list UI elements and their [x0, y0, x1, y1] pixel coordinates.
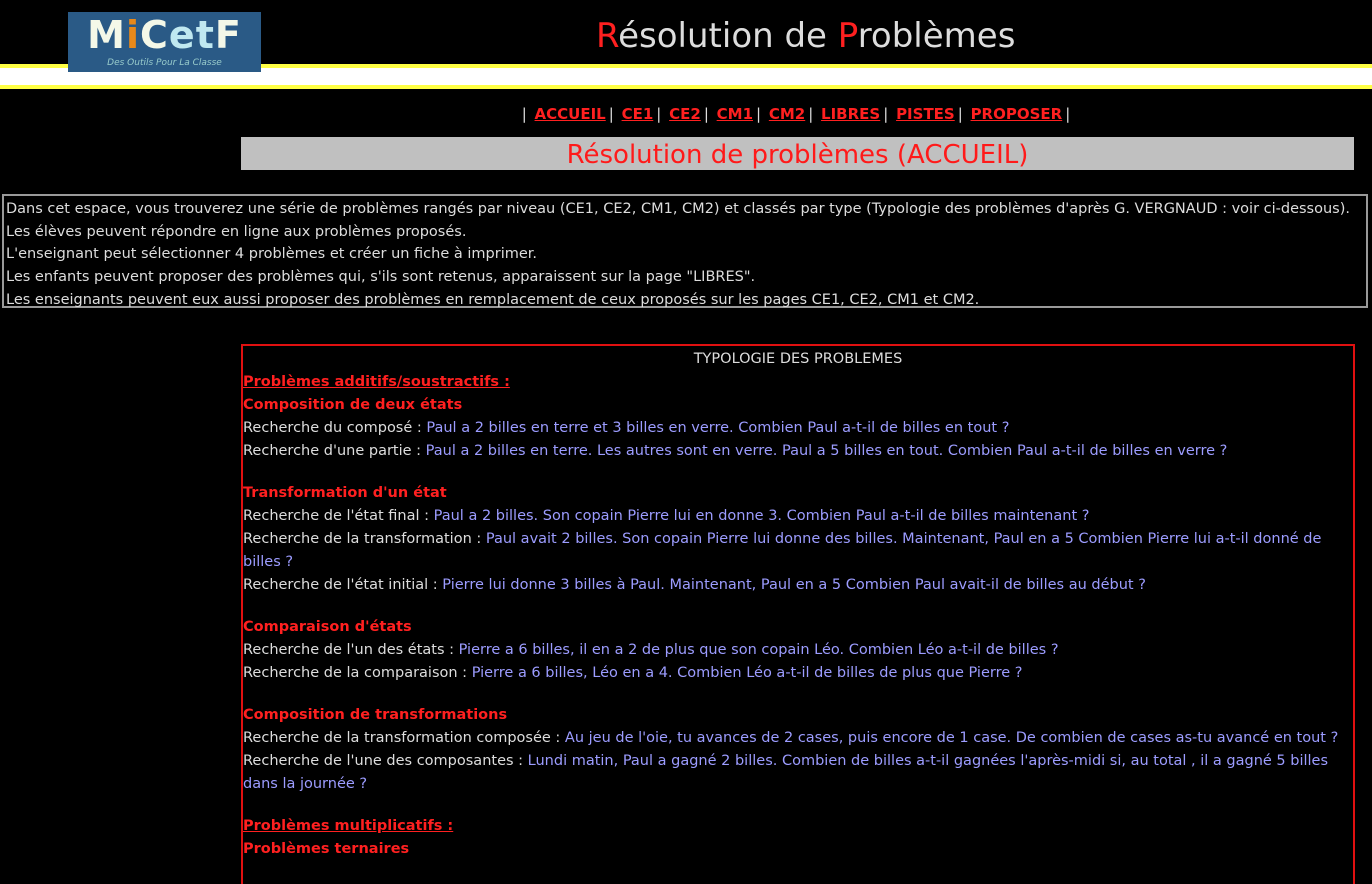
intro-line: Les élèves peuvent répondre en ligne aux problèmes proposés. [6, 223, 467, 240]
nav-cm2[interactable]: CM2 [768, 105, 806, 123]
list-item: Recherche de la transformation composée : Au jeu de l'oie, tu avances de 2 cases, puis encore de 1 case. De combien de cases as-tu avancé en tout ? [243, 730, 1339, 746]
list-item: Recherche d'une partie : Paul a 2 billes en terre. Les autres sont en verre. Paul a 5 billes en tout. Combien Paul a-t-il de billes en verre ? [243, 443, 1228, 459]
intro-box [2, 194, 1368, 308]
intro-line: L'enseignant peut sélectionner 4 problèmes et créer un fiche à imprimer. [6, 246, 538, 263]
logo-tagline: Des Outils Pour La Classe [107, 58, 222, 68]
list-item: Recherche du composé : Paul a 2 billes en terre et 3 billes en verre. Combien Paul a-t-il de billes en tout ? [243, 420, 1010, 436]
group-heading: Composition de deux états [243, 397, 463, 413]
list-item: Recherche de l'état initial : Pierre lui donne 3 billes à Paul. Maintenant, Paul en a 5 Combien Paul avait-il de billes au début ? [243, 577, 1146, 593]
intro-line: Dans cet espace, vous trouverez une série de problèmes rangés par niveau (CE1, CE2, CM1, CM2) et classés par type (Typologie des problèmes d'après G. VERGNAUD : voir ci-dessous). [6, 201, 1350, 217]
nav-pistes[interactable]: PISTES [896, 105, 955, 123]
list-item: Recherche de la comparaison : Pierre a 6 billes, Léo en a 4. Combien Léo a-t-il de billes de plus que Pierre ? [243, 665, 1023, 681]
logo[interactable]: MiCetF Des Outils Pour La Classe [68, 12, 261, 72]
nav-libres[interactable]: LIBRES [821, 105, 881, 123]
group-heading: Transformation d'un état [243, 485, 447, 501]
intro-line: Les enfants peuvent proposer des problèmes qui, s'ils sont retenus, apparaissent sur la page "LIBRES". [6, 269, 756, 286]
list-item: Recherche de l'état final : Paul a 2 billes. Son copain Pierre lui en donne 3. Combien Paul a-t-il de billes maintenant ? [243, 508, 1090, 524]
nav-bar: | ACCUEIL | CE1 | CE2 | CM1 | CM2 | LIBRES | PISTES | PROPOSER | [521, 105, 1071, 123]
group-heading: Comparaison d'états [243, 619, 412, 635]
group-heading: Composition de transformations [243, 707, 508, 723]
section-heading: Problèmes additifs/soustractifs : [243, 374, 510, 390]
site-title: Résolution de Problèmes [596, 16, 1016, 56]
typology-title: TYPOLOGIE DES PROBLEMES [693, 351, 903, 367]
header [0, 0, 1372, 90]
nav-ce1[interactable]: CE1 [621, 105, 654, 123]
list-item: Recherche de la transformation : Paul avait 2 billes. Son copain Pierre lui donne des billes. Maintenant, Paul en a 5 Combien Pierre lui a-t-il donné de billes ? [243, 531, 1322, 570]
nav-proposer[interactable]: PROPOSER [970, 105, 1063, 123]
list-item: Recherche de l'une des composantes : Lundi matin, Paul a gagné 2 billes. Combien de billes a-t-il gagnées l'après-midi si, au total , il a gagné 5 billes dans la journée ? [243, 753, 1329, 792]
divider [0, 85, 1372, 89]
nav-accueil[interactable]: ACCUEIL [534, 105, 606, 123]
typology-box [241, 344, 1355, 884]
section-heading: Problèmes multiplicatifs : [243, 818, 454, 834]
group-heading: Problèmes ternaires [243, 841, 410, 857]
list-item: Recherche de l'un des états : Pierre a 6 billes, il en a 2 de plus que son copain Léo. Combien Léo a-t-il de billes ? [243, 642, 1059, 658]
page-title: Résolution de problèmes (ACCUEIL) [241, 137, 1354, 170]
nav-ce2[interactable]: CE2 [669, 105, 701, 123]
nav-cm1[interactable]: CM1 [716, 105, 754, 123]
intro-line: Les enseignants peuvent eux aussi proposer des problèmes en remplacement de ceux proposés sur les pages CE1, CE2, CM1 et CM2. [6, 291, 980, 308]
